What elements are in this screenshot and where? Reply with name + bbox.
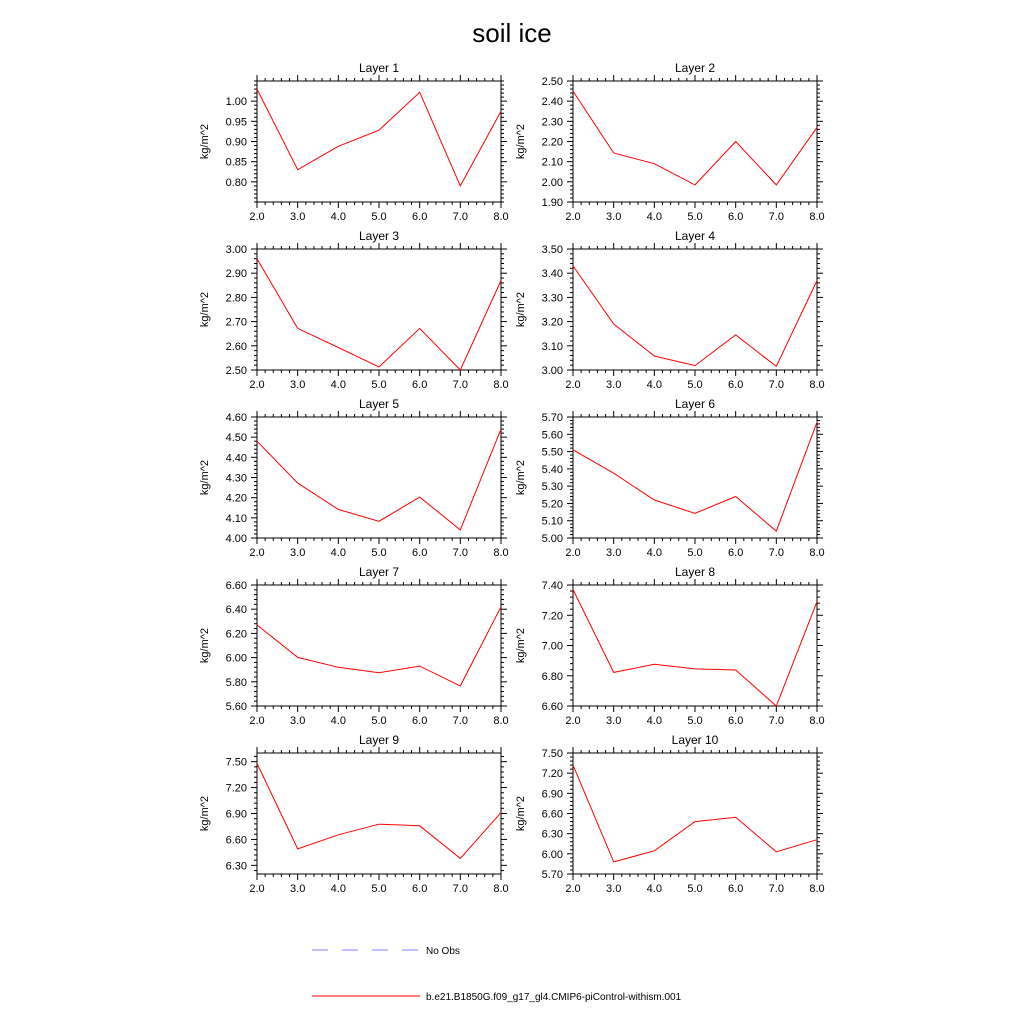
y-tick-label: 3.00: [541, 365, 563, 377]
x-tick-label: 3.0: [290, 211, 306, 223]
x-tick-label: 6.0: [728, 715, 744, 727]
y-tick-label: 2.60: [225, 340, 247, 353]
x-tick-label: 6.0: [412, 211, 428, 223]
series-line: [257, 89, 501, 186]
x-tick-label: 5.0: [687, 211, 703, 223]
y-tick-label: 2.30: [541, 116, 563, 129]
plot-frame: [257, 249, 501, 370]
x-tick-label: 5.0: [687, 379, 703, 391]
panel-5: [199, 397, 509, 559]
y-tick-label: 1.00: [225, 96, 247, 109]
plot-frame: [573, 753, 817, 874]
x-tick-label: 7.0: [452, 883, 468, 895]
x-tick-label: 3.0: [606, 883, 622, 895]
y-tick-label: 1.90: [541, 197, 563, 209]
panel-4: [515, 229, 825, 391]
y-tick-label: 7.20: [225, 782, 247, 795]
x-tick-label: 3.0: [606, 211, 622, 223]
x-tick-label: 2.0: [565, 379, 581, 391]
x-tick-label: 2.0: [565, 211, 581, 223]
x-tick-label: 8.0: [493, 883, 509, 895]
y-tick-label: 5.20: [541, 498, 563, 511]
y-tick-label: 0.80: [225, 176, 247, 189]
x-tick-label: 2.0: [249, 211, 265, 223]
x-tick-label: 8.0: [809, 715, 825, 727]
y-axis-label: kg/m^2: [199, 459, 211, 496]
x-tick-label: 4.0: [330, 211, 346, 223]
y-tick-label: 2.70: [225, 316, 247, 329]
x-tick-label: 4.0: [646, 379, 662, 391]
x-tick-label: 6.0: [728, 211, 744, 223]
y-tick-label: 6.60: [225, 834, 247, 847]
panel-grid: [199, 61, 825, 895]
y-tick-label: 5.70: [541, 412, 563, 424]
plot-frame: [573, 585, 817, 706]
y-tick-label: 5.30: [541, 481, 563, 494]
series-line: [257, 607, 501, 686]
page-title: soil ice: [472, 18, 552, 48]
series-line: [573, 765, 817, 862]
y-axis-label: kg/m^2: [199, 291, 211, 328]
y-tick-label: 6.00: [225, 652, 247, 665]
y-tick-label: 7.50: [225, 756, 247, 769]
x-tick-label: 5.0: [371, 211, 387, 223]
x-tick-label: 4.0: [330, 547, 346, 559]
x-tick-label: 8.0: [493, 547, 509, 559]
y-axis-label: kg/m^2: [515, 123, 527, 160]
x-tick-label: 4.0: [646, 211, 662, 223]
y-tick-label: 7.40: [541, 580, 563, 592]
x-tick-label: 5.0: [687, 883, 703, 895]
y-tick-label: 6.60: [541, 808, 563, 821]
x-tick-label: 8.0: [493, 379, 509, 391]
y-tick-label: 0.90: [225, 136, 247, 149]
x-tick-label: 5.0: [687, 547, 703, 559]
series-line: [573, 91, 817, 185]
x-tick-label: 5.0: [371, 547, 387, 559]
y-axis-label: kg/m^2: [199, 627, 211, 664]
x-tick-label: 5.0: [371, 715, 387, 727]
y-tick-label: 3.10: [541, 340, 563, 353]
y-axis-label: kg/m^2: [515, 291, 527, 328]
y-tick-label: 6.30: [225, 860, 247, 873]
x-tick-label: 8.0: [493, 715, 509, 727]
x-tick-label: 7.0: [452, 211, 468, 223]
y-tick-label: 7.50: [541, 748, 563, 760]
x-tick-label: 3.0: [290, 883, 306, 895]
y-axis-label: kg/m^2: [199, 123, 211, 160]
y-tick-label: 6.80: [541, 670, 563, 683]
y-tick-label: 5.40: [541, 463, 563, 476]
panel-title: Layer 5: [358, 397, 400, 411]
x-tick-label: 2.0: [249, 715, 265, 727]
panel-2: [515, 61, 825, 223]
legend-label-1: No Obs: [426, 946, 460, 957]
x-tick-label: 8.0: [809, 547, 825, 559]
panel-8: [515, 565, 825, 727]
y-axis-label: kg/m^2: [515, 627, 527, 664]
y-tick-label: 6.20: [225, 628, 247, 641]
plot-frame: [573, 81, 817, 202]
y-tick-label: 2.90: [225, 268, 247, 281]
series-line: [573, 590, 817, 707]
panel-title: Layer 2: [674, 61, 716, 75]
y-tick-label: 6.40: [225, 604, 247, 617]
panel-title: Layer 6: [674, 397, 716, 411]
panel-3: [199, 229, 509, 391]
x-tick-label: 7.0: [768, 379, 784, 391]
x-tick-label: 3.0: [606, 715, 622, 727]
y-tick-label: 3.40: [541, 268, 563, 281]
x-tick-label: 2.0: [565, 715, 581, 727]
panel-title: Layer 8: [674, 565, 716, 579]
x-tick-label: 7.0: [768, 715, 784, 727]
x-tick-label: 8.0: [809, 211, 825, 223]
series-line: [257, 259, 501, 370]
y-tick-label: 2.50: [541, 76, 563, 88]
x-tick-label: 7.0: [452, 715, 468, 727]
x-tick-label: 6.0: [728, 379, 744, 391]
y-axis-label: kg/m^2: [199, 795, 211, 832]
y-tick-label: 5.00: [541, 533, 563, 545]
panel-9: [199, 733, 509, 895]
series-line: [573, 422, 817, 531]
x-tick-label: 6.0: [412, 883, 428, 895]
x-tick-label: 5.0: [687, 715, 703, 727]
y-tick-label: 4.20: [225, 492, 247, 505]
panel-title: Layer 4: [674, 229, 716, 243]
y-tick-label: 5.50: [541, 446, 563, 459]
y-tick-label: 4.10: [225, 512, 247, 525]
plot-frame: [257, 585, 501, 706]
x-tick-label: 8.0: [809, 379, 825, 391]
panel-title: Layer 3: [358, 229, 400, 243]
x-tick-label: 7.0: [452, 547, 468, 559]
series-line: [573, 266, 817, 367]
y-tick-label: 3.30: [541, 292, 563, 305]
y-tick-label: 6.90: [541, 788, 563, 801]
x-tick-label: 6.0: [412, 715, 428, 727]
y-tick-label: 2.40: [541, 96, 563, 109]
x-tick-label: 8.0: [493, 211, 509, 223]
x-tick-label: 8.0: [809, 883, 825, 895]
x-tick-label: 7.0: [452, 379, 468, 391]
x-tick-label: 3.0: [606, 379, 622, 391]
y-tick-label: 2.00: [541, 176, 563, 189]
series-line: [257, 763, 501, 858]
y-tick-label: 7.20: [541, 768, 563, 781]
y-tick-label: 2.20: [541, 136, 563, 149]
x-tick-label: 6.0: [728, 547, 744, 559]
y-tick-label: 4.40: [225, 452, 247, 465]
y-tick-label: 6.60: [225, 580, 247, 592]
panel-6: [515, 397, 825, 559]
x-tick-label: 4.0: [646, 883, 662, 895]
y-tick-label: 3.20: [541, 316, 563, 329]
legend: [312, 946, 682, 1003]
y-tick-label: 7.00: [541, 640, 563, 653]
legend-label-2: b.e21.B1850G.f09_g17_gl4.CMIP6-piControl-withism.001: [426, 992, 682, 1003]
y-tick-label: 5.60: [225, 701, 247, 713]
x-tick-label: 3.0: [290, 715, 306, 727]
x-tick-label: 3.0: [290, 547, 306, 559]
y-tick-label: 4.60: [225, 412, 247, 424]
y-tick-label: 7.20: [541, 610, 563, 623]
y-tick-label: 3.00: [225, 244, 247, 256]
y-tick-label: 5.10: [541, 515, 563, 528]
x-tick-label: 2.0: [249, 883, 265, 895]
x-tick-label: 2.0: [249, 379, 265, 391]
x-tick-label: 4.0: [646, 547, 662, 559]
y-tick-label: 0.95: [225, 116, 247, 129]
panel-title: Layer 10: [671, 733, 719, 747]
y-tick-label: 4.50: [225, 432, 247, 445]
x-tick-label: 6.0: [728, 883, 744, 895]
y-axis-label: kg/m^2: [515, 459, 527, 496]
x-tick-label: 7.0: [768, 211, 784, 223]
y-tick-label: 5.80: [225, 676, 247, 689]
y-tick-label: 6.00: [541, 848, 563, 861]
plot-frame: [257, 753, 501, 874]
x-tick-label: 2.0: [565, 547, 581, 559]
y-tick-label: 2.10: [541, 156, 563, 169]
x-tick-label: 4.0: [330, 379, 346, 391]
panel-10: [515, 733, 825, 895]
x-tick-label: 5.0: [371, 883, 387, 895]
y-tick-label: 0.85: [225, 156, 247, 169]
panel-1: [199, 61, 509, 223]
y-tick-label: 6.90: [225, 808, 247, 821]
panel-7: [199, 565, 509, 727]
x-tick-label: 5.0: [371, 379, 387, 391]
x-tick-label: 6.0: [412, 379, 428, 391]
panel-title: Layer 1: [358, 61, 400, 75]
series-line: [257, 429, 501, 530]
x-tick-label: 4.0: [646, 715, 662, 727]
x-tick-label: 6.0: [412, 547, 428, 559]
x-tick-label: 2.0: [249, 547, 265, 559]
y-axis-label: kg/m^2: [515, 795, 527, 832]
panel-title: Layer 9: [358, 733, 400, 747]
x-tick-label: 3.0: [606, 547, 622, 559]
x-tick-label: 7.0: [768, 547, 784, 559]
y-tick-label: 5.60: [541, 429, 563, 442]
panel-title: Layer 7: [358, 565, 400, 579]
plot-frame: [573, 249, 817, 370]
y-tick-label: 6.30: [541, 828, 563, 841]
y-tick-label: 4.00: [225, 533, 247, 545]
plot-frame: [257, 81, 501, 202]
y-tick-label: 4.30: [225, 472, 247, 485]
y-tick-label: 2.50: [225, 365, 247, 377]
y-tick-label: 2.80: [225, 292, 247, 305]
x-tick-label: 3.0: [290, 379, 306, 391]
x-tick-label: 2.0: [565, 883, 581, 895]
x-tick-label: 4.0: [330, 883, 346, 895]
y-tick-label: 3.50: [541, 244, 563, 256]
y-tick-label: 5.70: [541, 869, 563, 881]
y-tick-label: 6.60: [541, 701, 563, 713]
x-tick-label: 4.0: [330, 715, 346, 727]
x-tick-label: 7.0: [768, 883, 784, 895]
